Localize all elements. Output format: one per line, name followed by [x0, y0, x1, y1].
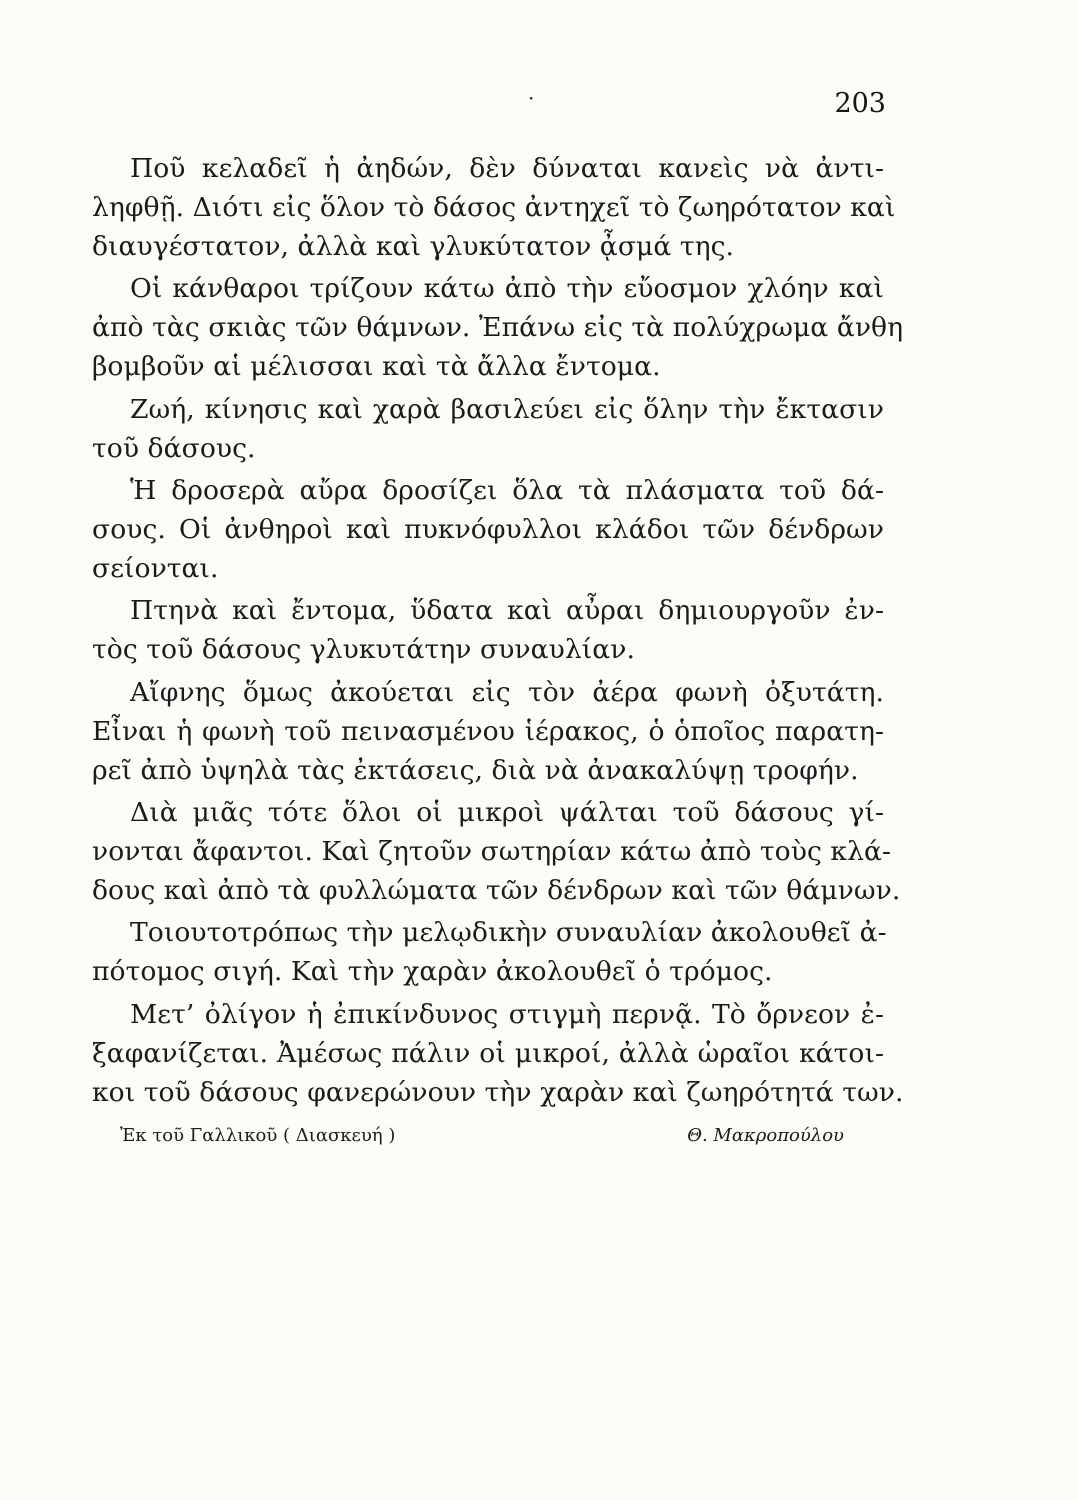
- text-line: Διὰ μιᾶς τότε ὅλοι οἱ μικροὶ ψάλται τοῦ δάσους γί-: [130, 797, 884, 829]
- page-number: 203: [834, 88, 886, 119]
- paragraph: [92, 592, 884, 670]
- text-line: νονται ἄφαντοι. Καὶ ζητοῦν σωτηρίαν κάτω ἀπὸ τοὺς κλά-: [92, 835, 892, 867]
- text-line: Ζωή, κίνησις καὶ χαρὰ βασιλεύει εἰς ὅλην τὴν ἔκτασιν: [130, 393, 884, 425]
- text-line: Πτηνὰ καὶ ἔντομα, ὕδατα καὶ αὖραι δημιουργοῦν ἐν-: [130, 595, 884, 627]
- text-line: σους. Οἱ ἀνθηροὶ καὶ πυκνόφυλλοι κλάδοι τῶν δένδρων: [92, 513, 884, 545]
- text-line: ληφθῇ. Διότι εἰς ὅλον τὸ δάσος ἀντηχεῖ τὸ ζωηρότατον καὶ: [92, 191, 896, 223]
- paragraph: [92, 674, 884, 791]
- text-line: Τοιουτοτρόπως τὴν μελῳδικὴν συναυλίαν ἀκολουθεῖ ἀ-: [130, 917, 887, 949]
- text-body: [92, 150, 904, 1116]
- paragraph: [92, 270, 904, 387]
- text-line: βομβοῦν αἱ μέλισσαι καὶ τὰ ἄλλα ἔντομα.: [92, 351, 661, 383]
- text-line: Αἴφνης ὅμως ἀκούεται εἰς τὸν ἀέρα φωνὴ ὀξυτάτη.: [130, 676, 884, 708]
- text-line: Ἡ δροσερὰ αὔρα δροσίζει ὅλα τὰ πλάσματα τοῦ δά-: [130, 475, 884, 507]
- paragraph: [92, 150, 896, 267]
- text-line: Εἶναι ἡ φωνὴ τοῦ πεινασμένου ἱέρακος, ὁ ὁποῖος παρατη-: [92, 715, 884, 747]
- paragraph: [92, 996, 904, 1113]
- paragraph: [92, 914, 887, 992]
- text-line: ρεῖ ἀπὸ ὑψηλὰ τὰς ἐκτάσεις, διὰ νὰ ἀνακαλύψῃ τροφήν.: [92, 754, 859, 786]
- text-line: τοῦ δάσους.: [92, 432, 256, 464]
- text-line: σείονται.: [92, 552, 219, 584]
- text-line: ἀπὸ τὰς σκιὰς τῶν θάμνων. Ἐπάνω εἰς τὰ πολύχρωμα ἄνθη: [92, 312, 904, 344]
- paragraph: [92, 794, 901, 911]
- paragraph: [92, 391, 884, 469]
- text-line: διαυγέστατον, ἀλλὰ καὶ γλυκύτατον ᾆσμά της.: [92, 230, 735, 262]
- text-line: δους καὶ ἀπὸ τὰ φυλλώματα τῶν δένδρων καὶ τῶν θάμνων.: [92, 874, 901, 906]
- text-line: ξαφανίζεται. Ἀμέσως πάλιν οἱ μικροί, ἀλλὰ ὡραῖοι κάτοι-: [92, 1037, 884, 1069]
- text-line: Ποῦ κελαδεῖ ἡ ἀηδών, δὲν δύναται κανεὶς νὰ ἀντι-: [130, 153, 884, 184]
- paragraph: [92, 472, 884, 589]
- text-line: Μετ’ ὀλίγον ἡ ἐπικίνδυνος στιγμὴ περνᾷ. Τὸ ὄρνεον ἐ-: [130, 998, 884, 1030]
- author-name: Θ. Μακροπούλου: [687, 1125, 844, 1146]
- top-mark: ·: [528, 86, 535, 110]
- source-note: Ἐκ τοῦ Γαλλικοῦ ( Διασκευή ): [120, 1125, 396, 1146]
- text-line: πότομος σιγή. Καὶ τὴν χαρὰν ἀκολουθεῖ ὁ τρόμος.: [92, 956, 773, 988]
- text-line: Οἱ κάνθαροι τρίζουν κάτω ἀπὸ τὴν εὔοσμον χλόην καὶ: [130, 273, 884, 305]
- text-line: κοι τοῦ δάσους φανερώνουν τὴν χαρὰν καὶ ζωηρότητά των.: [92, 1076, 904, 1108]
- text-line: τὸς τοῦ δάσους γλυκυτάτην συναυλίαν.: [92, 634, 635, 666]
